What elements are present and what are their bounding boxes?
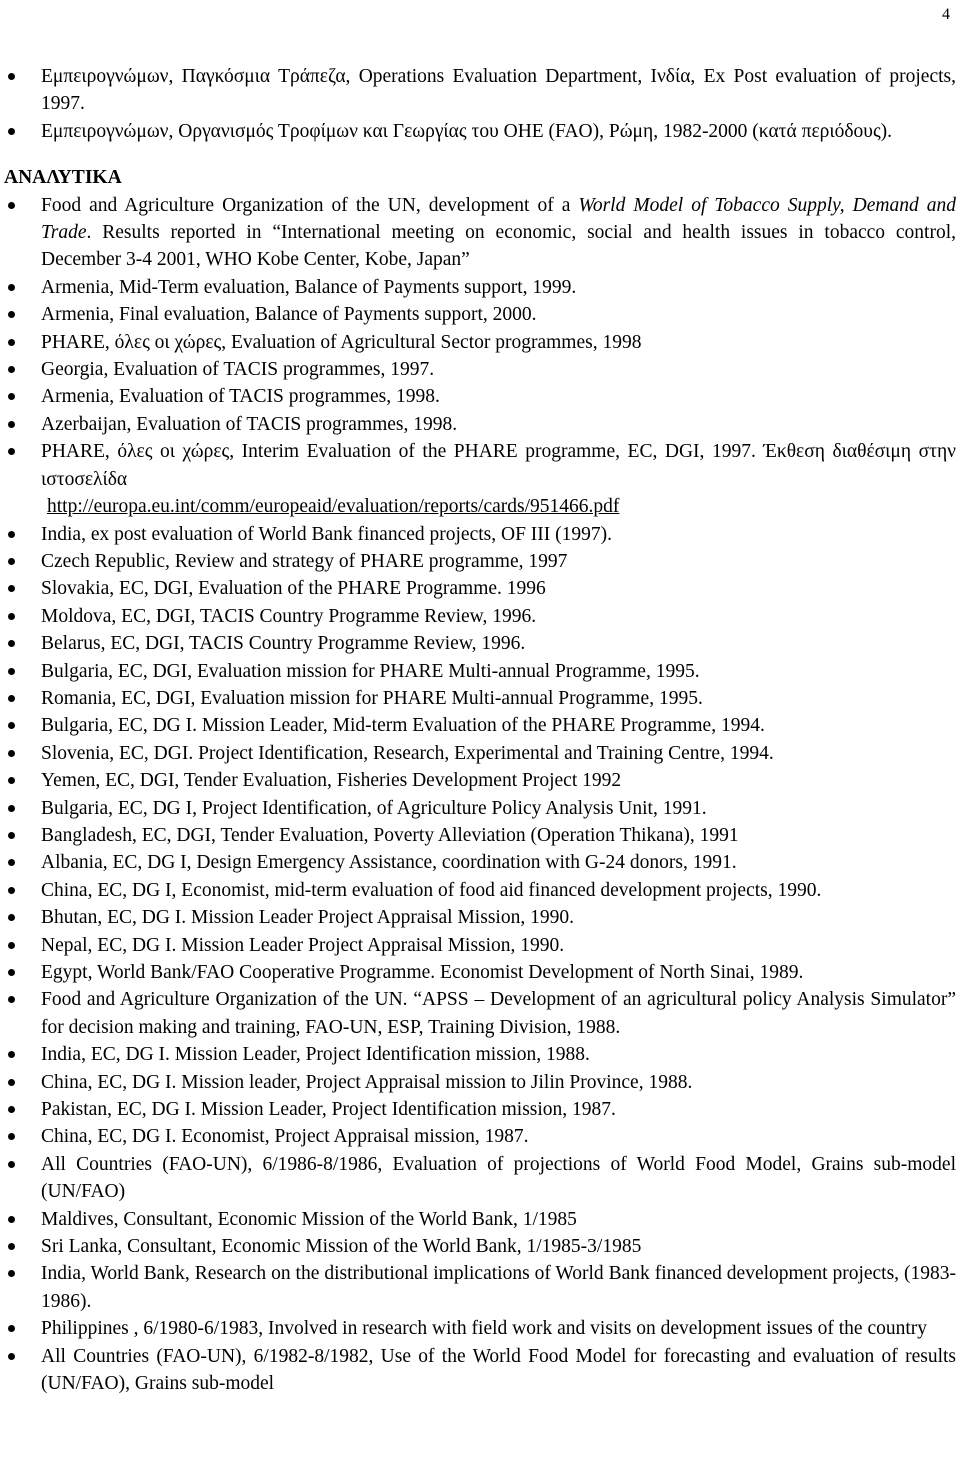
list-item-text: Moldova, EC, DGI, TACIS Country Programme Review, 1996. [41,605,537,627]
bullet-icon [8,969,15,976]
list-item [0,301,960,328]
list-item-text: Bhutan, EC, DG I. Mission Leader Project Appraisal Mission, 1990. [41,907,574,929]
page-number: 4 [942,6,950,23]
bullet-icon [8,1079,15,1086]
bullet-icon [8,1133,15,1140]
bullet-icon [8,859,15,866]
list-item [0,1096,960,1123]
list-item-text: Food and Agriculture Organization of the UN. “APSS – Development of an agricultural policy Analysis Simulator” for decision making and training, FAO-UN, ESP, Training Division, 1988. [41,989,956,1038]
list-item-text: Slovakia, EC, DGI, Evaluation of the PHARE Programme. 1996 [41,578,546,600]
bullet-icon [8,695,15,702]
phare-list [0,438,960,520]
list-item-text: All Countries (FAO-UN), 6/1982-8/1982, Use of the World Food Model for forecasting and evaluation of results (UN/FAO), Grains sub-model [41,1345,956,1395]
list-item-text: Czech Republic, Review and strategy of PHARE programme, 1997 [41,550,568,572]
list-item [0,986,960,1041]
list-item-text: Egypt, World Bank/FAO Cooperative Programme. Economist Development of North Sinai, 1989. [41,962,804,983]
list-item [0,1151,960,1206]
bullet-icon [8,366,15,373]
list-item-text: Philippines , 6/1980-6/1983, Involved in research with field work and visits on development issues of the country [41,1318,928,1340]
list-item-text: Armenia, Final evaluation, Balance of Payments support, 2000. [41,304,537,326]
list-item-text: Bulgaria, EC, DGI, Evaluation mission for PHARE Multi-annual Programme, 1995. [41,660,700,682]
list-item [0,118,960,145]
bullet-icon [8,996,15,1003]
list-item [0,685,960,712]
bullet-icon [8,668,15,675]
list-item [0,877,960,904]
list-b [0,521,960,1398]
bullet-icon [8,1106,15,1113]
bullet-icon [8,777,15,784]
list-item [0,1206,960,1233]
bullet-icon [8,613,15,620]
list-item [0,822,960,849]
list-item [0,959,960,986]
list-item-text: Εμπειρογνώμων, Οργανισμός Τροφίμων και Γεωργίας του ΟΗΕ (FAO), Ρώμη, 1982-2000 (κατά περιόδους). [41,120,893,142]
phare-text: PHARE, όλες οι χώρες, Interim Evaluation of the PHARE programme, EC, DGI, 1997. Έκθεση διαθέσιμη στην ιστοσελίδα [41,441,956,490]
list-item [0,329,960,356]
bullet-icon [8,128,15,135]
list-item [0,904,960,931]
list-item-text: Armenia, Evaluation of TACIS programmes, 1998. [41,386,440,408]
bullet-icon [8,640,15,647]
list-item [0,1123,960,1150]
list-item-text: China, EC, DG I. Mission leader, Project Appraisal mission to Jilin Province, 1988. [41,1071,693,1093]
list-item-text: Maldives, Consultant, Economic Mission of the World Bank, 1/1985 [41,1208,577,1230]
bullet-icon [8,1270,15,1277]
bullet-icon [8,448,15,455]
bullet-icon [8,1353,15,1360]
list-item-phare [0,438,960,520]
list-item-text: Georgia, Evaluation of TACIS programmes, 1997. [41,359,435,381]
list-item-text: Nepal, EC, DG I. Mission Leader Project Appraisal Mission, 1990. [41,934,565,956]
list-item [0,849,960,876]
list-item-text: Pakistan, EC, DG I. Mission Leader, Project Identification mission, 1987. [41,1099,616,1121]
list-item-text: India, World Bank, Research on the distributional implications of World Bank financed development projects, (1983-1986). [41,1263,956,1312]
list-item [0,274,960,301]
list-item [0,658,960,685]
list-item-text: Bulgaria, EC, DG I. Mission Leader, Mid-term Evaluation of the PHARE Programme, 1994. [41,715,765,737]
list-item [0,740,960,767]
list-item [0,521,960,548]
bullet-icon [8,393,15,400]
document-body [0,63,960,1398]
list-item [0,63,960,118]
list-item-text: Belarus, EC, DGI, TACIS Country Programme Review, 1996. [41,633,526,655]
bullet-icon [8,722,15,729]
list-item [0,548,960,575]
bullet-icon [8,887,15,894]
list-item-text: China, EC, DG I. Economist, Project Appraisal mission, 1987. [41,1126,529,1148]
list-item-text: Slovenia, EC, DGI. Project Identification, Research, Experimental and Training Centre, 1994. [41,742,774,764]
bullet-icon [8,531,15,538]
intro-list [0,63,960,145]
section-heading: ΑΝΑΛΥΤΙΚΑ [4,167,122,189]
list-item-text: China, EC, DG I, Economist, mid-term evaluation of food aid financed development projects, 1990. [41,879,822,901]
list-item-text: Armenia, Mid-Term evaluation, Balance of Payments support, 1999. [41,276,577,298]
list-item [0,1233,960,1260]
bullet-icon [8,202,15,209]
bullet-icon [8,805,15,812]
list-item [0,630,960,657]
list-item [0,712,960,739]
bullet-icon [8,585,15,592]
bullet-icon [8,832,15,839]
list-item [0,575,960,602]
list-item [0,795,960,822]
list-item-tobacco [0,192,960,274]
list-item-text: Bangladesh, EC, DGI, Tender Evaluation, Poverty Alleviation (Operation Thikana), 1991 [41,824,739,846]
list-item-text: PHARE, όλες οι χώρες, Evaluation of Agricultural Sector programmes, 1998 [41,331,642,353]
list-item [0,411,960,438]
list-item-text: Εμπειρογνώμων, Παγκόσμια Τράπεζα, Operations Evaluation Department, Ινδία, Ex Post evaluation of projects, 1997. [41,66,956,115]
tobacco-suffix: . Results reported in “International meeting on economic, social and health issues in tobacco control, December 3-4 2001, WHO Kobe Center, Kobe, Japan” [41,222,956,271]
list-item [0,767,960,794]
tobacco-model-title: World Model of Tobacco Supply, Demand and Trade [41,194,956,244]
list-item [0,383,960,410]
list-a [0,274,960,438]
list-item [0,1260,960,1315]
report-link[interactable]: http://europa.eu.int/comm/europeaid/evaluation/reports/cards/951466.pdf [47,496,620,518]
list-item [0,1315,960,1342]
bullet-icon [8,750,15,757]
bullet-icon [8,558,15,565]
list-item-text: Sri Lanka, Consultant, Economic Mission of the World Bank, 1/1985-3/1985 [41,1236,642,1258]
bullet-icon [8,73,15,80]
bullet-icon [8,914,15,921]
list-item [0,932,960,959]
bullet-icon [8,1161,15,1168]
bullet-icon [8,1051,15,1058]
bullet-icon [8,1325,15,1332]
bullet-icon [8,1216,15,1223]
list-item-text: Azerbaijan, Evaluation of TACIS programmes, 1998. [41,413,458,435]
list-item [0,1343,960,1398]
list-item [0,356,960,383]
list-item-text: Bulgaria, EC, DG I, Project Identification, of Agriculture Policy Analysis Unit, 1991. [41,797,707,819]
list-item-text: Yemen, EC, DGI, Tender Evaluation, Fisheries Development Project 1992 [41,770,622,792]
list-item-text: India, ex post evaluation of World Bank financed projects, OF III (1997). [41,523,613,545]
list-item [0,603,960,630]
bullet-icon [8,942,15,949]
list-item [0,1041,960,1068]
bullet-icon [8,311,15,318]
list-item-text: Romania, EC, DGI, Evaluation mission for PHARE Multi-annual Programme, 1995. [41,687,703,709]
tobacco-prefix: Food and Agriculture Organization of the UN, development of a [41,194,579,216]
list-item-text: Albania, EC, DG I, Design Emergency Assistance, coordination with G-24 donors, 1991. [41,852,737,874]
bullet-icon [8,339,15,346]
detail-list [0,192,960,274]
list-item-text: All Countries (FAO-UN), 6/1986-8/1986, Evaluation of projections of World Food Model, Grains sub-model (UN/FAO) [41,1153,956,1203]
list-item-text: India, EC, DG I. Mission Leader, Project Identification mission, 1988. [41,1044,590,1066]
bullet-icon [8,421,15,428]
bullet-icon [8,1243,15,1250]
list-item [0,1069,960,1096]
bullet-icon [8,284,15,291]
